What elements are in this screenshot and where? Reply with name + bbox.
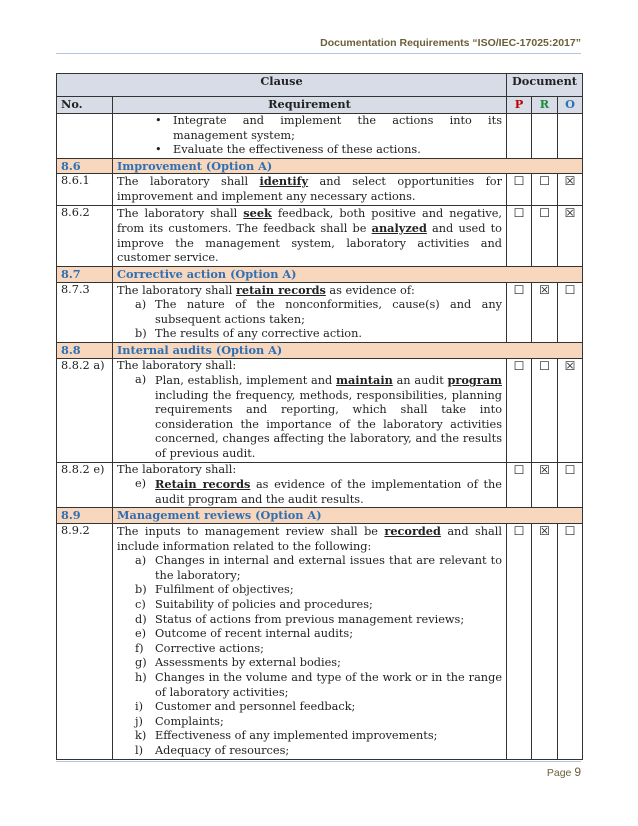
- p-checkbox: ☐: [507, 462, 532, 508]
- table-row: [57, 205, 583, 266]
- requirement-text: The laboratory shall: e) Retain records as evidence of the implementation of the audit program and the audit results.: [113, 462, 507, 508]
- p-header: P: [507, 97, 532, 114]
- section-row: [57, 508, 583, 524]
- lettered-list: [117, 373, 502, 462]
- list-item: • Integrate and implement the actions into its management system;: [173, 114, 502, 143]
- table-row: [57, 462, 583, 508]
- clause-no: 8.6.1: [57, 174, 113, 205]
- keyword: seek: [243, 205, 272, 220]
- section-title: Improvement (Option A): [113, 158, 583, 174]
- r-checkbox: ☐: [532, 174, 558, 205]
- table-header-row: [57, 74, 583, 97]
- list-item: a) The nature of the nonconformities, cause(s) and any subsequent actions taken;: [135, 298, 502, 326]
- list-item: l) Adequacy of resources;: [135, 743, 290, 757]
- list-item: e) Outcome of recent internal audits;: [135, 627, 353, 641]
- running-header: Documentation Requirements “ISO/IEC-17025:2017”: [320, 37, 581, 49]
- o-header: O: [558, 97, 583, 114]
- list-item: c) Suitability of policies and procedures;: [135, 598, 373, 611]
- header-rule: [56, 53, 581, 54]
- clause-no: 8.8.2 a): [57, 358, 113, 462]
- bullet-list: [117, 114, 502, 158]
- r-header: R: [532, 97, 558, 114]
- r-checkbox: ☒: [532, 282, 558, 342]
- section-row: [57, 266, 583, 282]
- section-title: Internal audits (Option A): [113, 342, 583, 358]
- o-checkbox: ☐: [558, 282, 583, 342]
- list-item: b) Fulfilment of objectives;: [135, 583, 294, 597]
- list-item: d) Status of actions from previous management reviews;: [135, 612, 465, 626]
- lettered-list: [117, 298, 502, 342]
- requirement-text: The laboratory shall: a) Plan, establish, implement and maintain an audit program including the frequency, methods, responsibilities, planning requirements and reporting, which shall take into consideration the importance of the laboratory activities concerned, changes affecting the laboratory, and the results of previous audit.: [113, 358, 507, 462]
- clause-no: [57, 114, 113, 159]
- requirement-text: [113, 114, 507, 159]
- clause-no: 8.6.2: [57, 205, 113, 266]
- table-row: [57, 282, 583, 342]
- keyword: analyzed: [371, 221, 427, 236]
- r-cell: [532, 114, 558, 159]
- p-checkbox: ☐: [507, 205, 532, 266]
- clause-no: 8.7.3: [57, 282, 113, 342]
- list-item: • Evaluate the effectiveness of these actions.: [173, 143, 502, 158]
- r-checkbox: ☐: [532, 205, 558, 266]
- p-cell: [507, 114, 532, 159]
- footer-rule: [56, 761, 581, 762]
- requirements-table: [56, 73, 583, 760]
- list-item: a) Changes in internal and external issues that are relevant to the laboratory;: [135, 554, 502, 582]
- table-row: [57, 114, 583, 159]
- requirement-text: The inputs to management review shall be recorded and shall include information related to the following: a) Changes in internal and external issues that are relevant to the laboratory; b) Fulfilment of objectives; c) Suitability of policies and procedures; d) Status of actions from previous management reviews; e) Outcome of recent internal audits; f) Corrective actions; g) Assessments by external bodies; h) Changes in the volume and type of the work or in the range of laboratory activities; i) Customer and personnel feedback; j) Complaints; k) Effectiveness of any implemented improvements; l) Adequacy of resources;: [113, 524, 507, 760]
- o-checkbox: ☒: [558, 358, 583, 462]
- clause-no: 8.8.2 e): [57, 462, 113, 508]
- o-checkbox: ☒: [558, 205, 583, 266]
- section-no: 8.6: [57, 158, 113, 174]
- r-checkbox: ☒: [532, 524, 558, 760]
- list-item: j) Complaints;: [135, 714, 224, 728]
- list-item: a) Plan, establish, implement and maintain an audit program including the frequency, methods, responsibilities, planning requirements and reporting, which shall take into consideration the importance of the laboratory activities concerned, changes affecting the laboratory, and the results of previous audit.: [135, 373, 502, 461]
- keyword: retain records: [235, 282, 326, 297]
- lettered-list: [117, 477, 502, 507]
- list-item: h) Changes in the volume and type of the work or in the range of laboratory activities;: [135, 670, 502, 699]
- page-footer: [547, 765, 581, 779]
- clause-no: 8.9.2: [57, 524, 113, 760]
- list-item: i) Customer and personnel feedback;: [135, 700, 356, 714]
- section-row: [57, 342, 583, 358]
- requirement-text: The laboratory shall seek feedback, both positive and negative, from its customers. The feedback shall be analyzed and used to improve the management system, laboratory activities and customer service.: [113, 205, 507, 266]
- table-subheader-row: [57, 97, 583, 114]
- list-item: e) Retain records as evidence of the implementation of the audit program and the audit results.: [135, 477, 502, 506]
- p-checkbox: ☐: [507, 524, 532, 760]
- keyword: maintain: [336, 373, 393, 388]
- requirement-text: The laboratory shall retain records as evidence of: a) The nature of the nonconformities, cause(s) and any subsequent actions taken; b) The results of any corrective action.: [113, 282, 507, 342]
- no-header: No.: [57, 97, 113, 114]
- table-row: [57, 358, 583, 462]
- keyword: Retain records: [155, 477, 251, 492]
- list-item: g) Assessments by external bodies;: [135, 656, 341, 670]
- r-checkbox: ☒: [532, 462, 558, 508]
- section-title: Corrective action (Option A): [113, 266, 583, 282]
- section-title: Management reviews (Option A): [113, 508, 583, 524]
- p-checkbox: ☐: [507, 174, 532, 205]
- list-item: f) Corrective actions;: [135, 641, 264, 655]
- keyword: identify: [259, 174, 309, 189]
- requirement-header: Requirement: [113, 97, 507, 114]
- o-checkbox: ☐: [558, 524, 583, 760]
- list-item: b) The results of any corrective action.: [135, 327, 362, 341]
- r-checkbox: ☐: [532, 358, 558, 462]
- list-item: k) Effectiveness of any implemented improvements;: [135, 729, 438, 743]
- o-checkbox: ☒: [558, 174, 583, 205]
- page-number: 9: [574, 765, 581, 779]
- lettered-list: [117, 554, 502, 758]
- table-row: [57, 174, 583, 205]
- o-checkbox: ☐: [558, 462, 583, 508]
- p-checkbox: ☐: [507, 358, 532, 462]
- o-cell: [558, 114, 583, 159]
- keyword: recorded: [384, 524, 441, 539]
- p-checkbox: ☐: [507, 282, 532, 342]
- section-no: 8.7: [57, 266, 113, 282]
- table-row: [57, 524, 583, 760]
- document-header: Document: [507, 74, 583, 97]
- page-label: Page: [546, 767, 572, 779]
- section-row: [57, 158, 583, 174]
- section-no: 8.9: [57, 508, 113, 524]
- requirement-text: The laboratory shall identify and select opportunities for improvement and implement any necessary actions.: [113, 174, 507, 205]
- clause-header: Clause: [57, 74, 507, 97]
- section-no: 8.8: [57, 342, 113, 358]
- keyword: program: [447, 373, 502, 388]
